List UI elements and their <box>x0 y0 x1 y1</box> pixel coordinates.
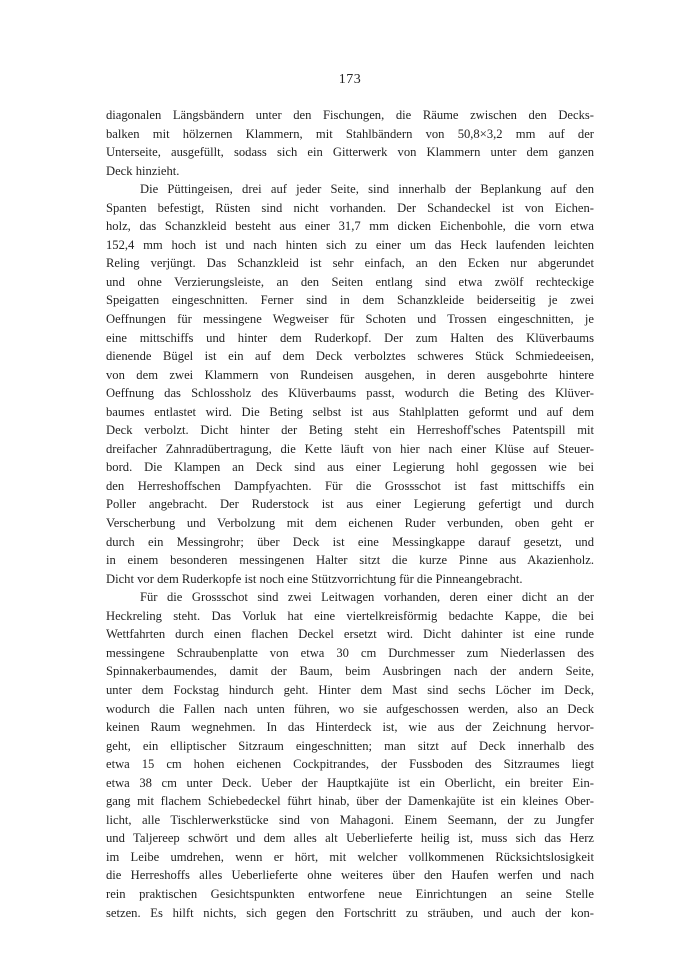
text-line: den Herreshoffschen Dampfyachten. Für die Grossschot ist fast mittschiffs ein <box>106 478 594 493</box>
text-line: in einem besonderen messingenen Halter sitzt die kurze Pinne aus Akazienholz. <box>106 553 594 568</box>
text-line: 152,4 mm hoch ist und nach hinten sich zu einer um das Heck laufenden leichten <box>106 237 594 252</box>
text-line: dreifacher Zahnradübertragung, die Kette läuft von hier nach einer Klüse auf Steuer- <box>106 441 594 456</box>
page-number: 173 <box>338 72 362 87</box>
text-line: holz, das Schanzkleid besteht aus einer 31,7 mm dicken Eichenbohle, die vorn etwa <box>106 219 594 234</box>
paragraph <box>106 588 594 922</box>
text-line: diagonalen Längsbändern unter den Fischungen, die Räume zwischen den Decks- <box>106 108 594 122</box>
text-line: setzen. Es hilft nichts, sich gegen den Fortschritt zu sträuben, und auch der kon- <box>106 905 594 920</box>
text-line: Oeffnungen für messingene Wegweiser für Schoten und Trossen eingeschnitten, je <box>106 312 594 327</box>
text-line: durch ein Messingrohr; über Deck ist eine Messingkappe darauf gesetzt, und <box>106 534 594 549</box>
text-line: Verscherbung und Verbolzung mit dem eichenen Ruder verbunden, oben geht er <box>106 516 594 531</box>
paragraph <box>106 180 594 588</box>
text-line: etwa 38 cm unter Deck. Ueber der Hauptkajüte ist ein Oberlicht, ein breiter Ein- <box>106 775 594 790</box>
text-line: Oeffnung das Schlossholz des Klüverbaums passt, wodurch die Beting des Klüver- <box>106 386 594 401</box>
paragraph <box>106 106 594 180</box>
text-line: Wettfahrten durch einen flachen Deckel ersetzt wird. Dicht dahinter ist eine runde <box>106 627 594 642</box>
text-line: licht, alle Tischlerwerkstücke sind von Mahagoni. Einem Seemann, der zu Jungfer <box>106 812 594 827</box>
text-line: Heckreling steht. Das Vorluk hat eine viertelkreisförmig bedachte Kappe, die bei <box>106 608 594 623</box>
text-line: Deck hinzieht. <box>106 163 180 178</box>
text-line: eine mittschiffs und hinter dem Ruderkopf. Der zum Halten des Klüverbaums <box>106 330 594 345</box>
text-line: Die Püttingeisen, drei auf jeder Seite, sind innerhalb der Beplankung auf den <box>140 182 594 197</box>
text-line: Spanten befestigt, Rüsten sind nicht vorhanden. Der Schandeckel ist von Eichen- <box>106 200 594 215</box>
text-line: und ohne Verzierungsleiste, an den Seiten entlang sind etwa zwölf rechteckige <box>106 274 594 289</box>
text-line: unter dem Fockstag hindurch geht. Hinter dem Mast sind sechs Löcher im Deck, <box>106 682 594 697</box>
text-line: Unterseite, ausgefüllt, sodass sich ein Gitterwerk von Klammern unter dem ganzen <box>106 145 594 160</box>
body-text <box>106 106 594 922</box>
text-line: von dem zwei Klammern von Rundeisen ausgehen, in deren ausgebohrte hintere <box>106 367 594 382</box>
text-line: Dicht vor dem Ruderkopfe ist noch eine Stützvorrichtung für die Pinneangebracht. <box>106 571 523 586</box>
text-line: Speigatten eingeschnitten. Ferner sind in dem Schanzkleide beiderseitig je zwei <box>106 293 594 308</box>
text-line: bord. Die Klampen an Deck sind aus einer Legierung hohl gegossen wie bei <box>106 460 594 475</box>
text-line: Poller angebracht. Der Ruderstock ist aus einer Legierung gefertigt und durch <box>106 497 594 512</box>
text-line: dienende Bügel ist ein auf dem Deck verbolztes schweres Stück Schmiedeeisen, <box>106 349 594 364</box>
text-line: balken mit hölzernen Klammern, mit Stahlbändern von 50,8×3,2 mm auf der <box>106 126 594 141</box>
text-line: Für die Grossschot sind zwei Leitwagen vorhanden, deren einer dicht an der <box>140 590 594 605</box>
text-line: im Leibe umdrehen, wenn er hört, mit welcher vollkommenen Rücksichtslosigkeit <box>106 849 594 864</box>
text-line: und Taljereep schwört und dem alles alt Ueberlieferte heilig ist, muss sich das Herz <box>106 831 594 846</box>
text-line: etwa 15 cm hohen eichenen Cockpitrandes, der Fussboden des Sitzraumes liegt <box>106 757 594 772</box>
text-line: Spinnakerbaumendes, damit der Baum, beim Ausbringen nach der andern Seite, <box>106 664 594 679</box>
text-line: Reling verjüngt. Das Schanzkleid ist sehr einfach, an den Ecken nur abgerundet <box>106 256 594 271</box>
text-line: baumes entlastet wird. Die Beting selbst ist aus Stahlplatten geformt und auf dem <box>106 404 594 419</box>
text-line: gang mit flachem Schiebedeckel führt hinab, über der Damenkajüte ist ein kleines Ober- <box>106 794 594 809</box>
text-line: rein praktischen Gesichtspunkten entworfene neue Einrichtungen an seine Stelle <box>106 886 594 901</box>
text-line: die Herreshoffs alles Ueberlieferte ohne weiteres über den Haufen werfen und nach <box>106 868 594 883</box>
text-line: Deck verbolzt. Dicht hinter der Beting steht ein Herreshoff'sches Patentspill mit <box>106 423 594 438</box>
text-line: geht, ein elliptischer Sitzraum eingeschnitten; man sitzt auf Deck innerhalb des <box>106 738 594 753</box>
text-line: messingene Schraubenplatte von etwa 30 cm Durchmesser zum Niederlassen des <box>106 645 594 660</box>
text-line: keinen Raum wegnehmen. In das Hinterdeck ist, wie aus der Zeichnung hervor- <box>106 720 594 735</box>
text-line: wodurch die Fallen nach unten führen, wo sie aufgeschossen werden, also an Deck <box>106 701 594 716</box>
